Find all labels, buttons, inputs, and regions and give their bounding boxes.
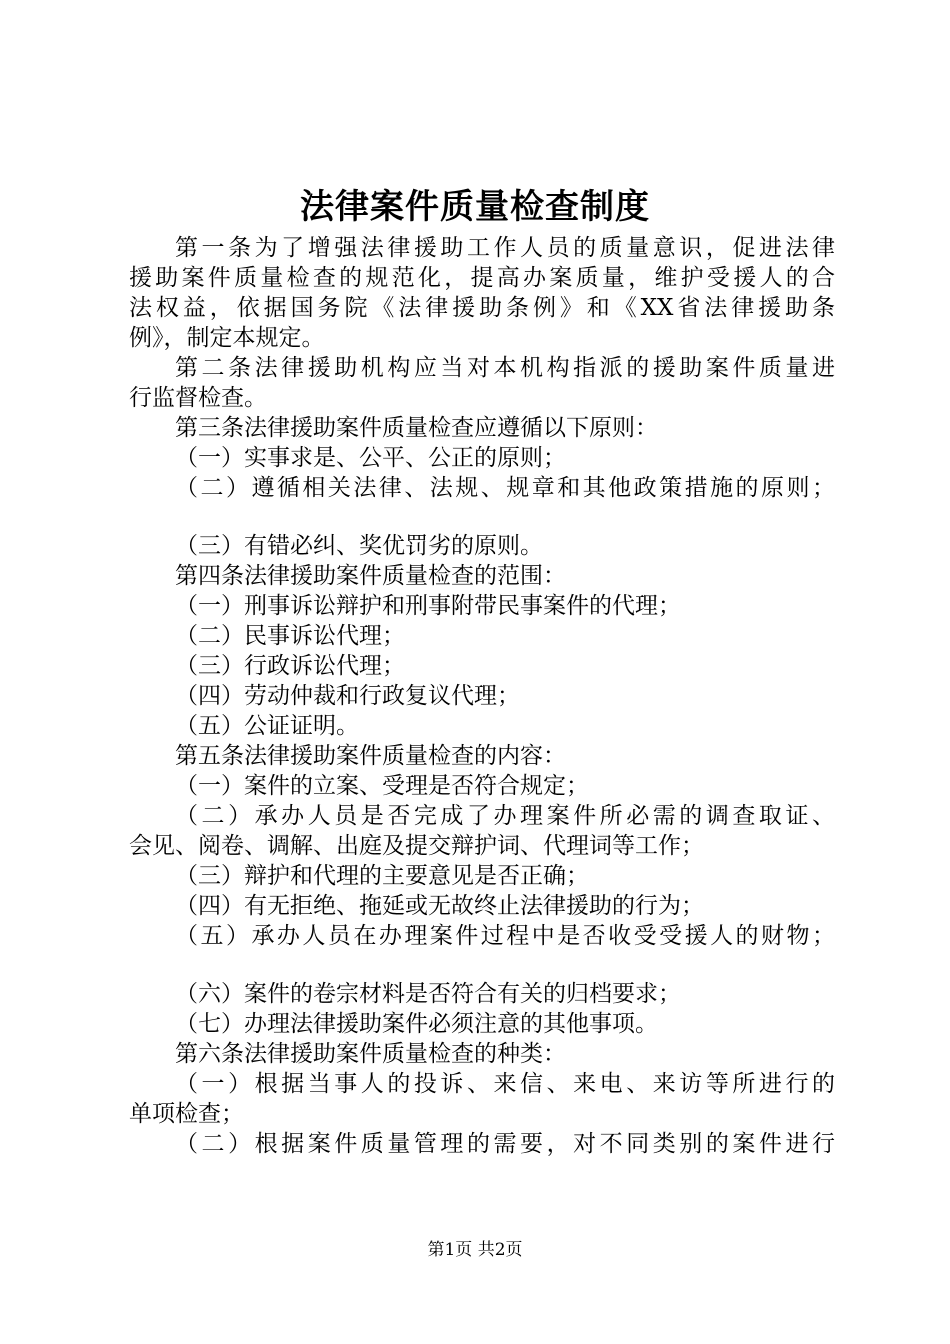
paragraph-line: （二）遵循相关法律、法规、规章和其他政策措施的原则； xyxy=(175,475,835,501)
paragraph-line: （三）行政诉讼代理； xyxy=(175,653,405,679)
paragraph-line: （一）刑事诉讼辩护和刑事附带民事案件的代理； xyxy=(175,593,681,619)
paragraph-line: 第三条法律援助案件质量检查应遵循以下原则： xyxy=(175,415,658,441)
paragraph-line: 例》，制定本规定。 xyxy=(129,325,325,351)
paragraph-line: （一）实事求是、公平、公正的原则； xyxy=(175,445,566,471)
paragraph-line: （一）案件的立案、受理是否符合规定； xyxy=(175,773,589,799)
document-body xyxy=(129,233,835,1159)
paragraph-line: （二）承办人员是否完成了办理案件所必需的调查取证、 xyxy=(175,803,835,829)
paragraph-line: 第一条为了增强法律援助工作人员的质量意识，促进法律 xyxy=(175,235,835,261)
paragraph-line: 单项检查； xyxy=(129,1101,244,1127)
paragraph-line: 第二条法律援助机构应当对本机构指派的援助案件质量进 xyxy=(175,355,835,381)
paragraph-line: 第四条法律援助案件质量检查的范围： xyxy=(175,563,566,589)
paragraph-line: 援助案件质量检查的规范化，提高办案质量，维护受援人的合 xyxy=(129,265,835,291)
paragraph-line: （二）民事诉讼代理； xyxy=(175,623,405,649)
paragraph-line: （四）有无拒绝、拖延或无故终止法律援助的行为； xyxy=(175,893,704,919)
paragraph-line: 法权益，依据国务院《法律援助条例》和《XX省法律援助条 xyxy=(129,295,835,321)
paragraph-line: （三）有错必纠、奖优罚劣的原则。 xyxy=(175,533,543,559)
paragraph-line: 第五条法律援助案件质量检查的内容： xyxy=(175,743,566,769)
paragraph-line: 第六条法律援助案件质量检查的种类： xyxy=(175,1041,566,1067)
paragraph-line: 行监督检查。 xyxy=(129,385,267,411)
paragraph-line: （二）根据案件质量管理的需要，对不同类别的案件进行 xyxy=(175,1131,835,1157)
page-number: 第1页 共2页 xyxy=(427,1240,523,1260)
paragraph-line: （三）辩护和代理的主要意见是否正确； xyxy=(175,863,589,889)
paragraph-line: （五）公证证明。 xyxy=(175,713,359,739)
paragraph-line: （六）案件的卷宗材料是否符合有关的归档要求； xyxy=(175,981,681,1007)
paragraph-line: （四）劳动仲裁和行政复议代理； xyxy=(175,683,520,709)
document-title: 法律案件质量检查制度 xyxy=(300,187,650,227)
paragraph-line: （七）办理法律援助案件必须注意的其他事项。 xyxy=(175,1011,658,1037)
paragraph-line: （一）根据当事人的投诉、来信、来电、来访等所进行的 xyxy=(175,1071,835,1097)
paragraph-line: （五）承办人员在办理案件过程中是否收受受援人的财物； xyxy=(175,923,835,949)
paragraph-line: 会见、阅卷、调解、出庭及提交辩护词、代理词等工作； xyxy=(129,833,704,859)
